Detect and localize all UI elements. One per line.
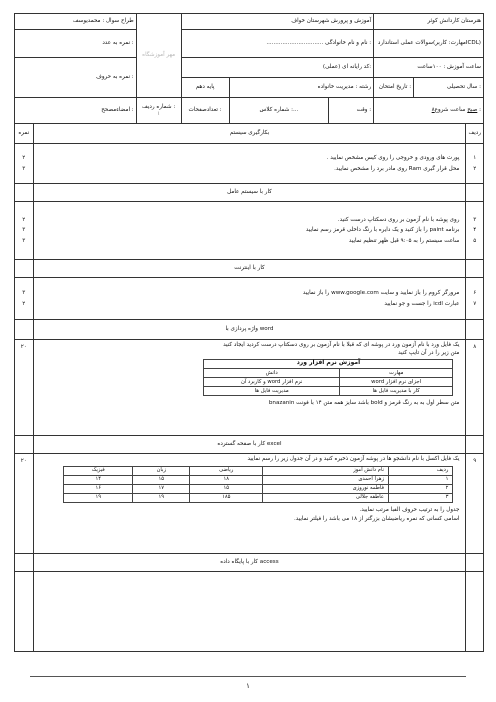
cell: ۱۹ (64, 494, 133, 503)
question-6: مرورگر کروم را باز نمایید و سایت www.google.com را باز نمایید (302, 290, 460, 297)
footer-divider (30, 676, 466, 677)
cell: ۱۵ (133, 476, 190, 485)
word-box-h-right: دانش (204, 368, 340, 377)
name-dots: ................................ (266, 40, 324, 47)
name-label: نام و نام خانوادگی : (325, 40, 372, 47)
start-time (374, 98, 484, 124)
score-q1: ۲ (22, 155, 26, 162)
section-excel: کار با صفحه گسترده excel (33, 436, 466, 454)
field: رشته : مدیریت خانواده (229, 78, 374, 98)
word-box-title: آموزش نرم افزار ورد (204, 359, 453, 368)
organization: آموزش و پرورش شهرستان خواف (181, 14, 374, 30)
score-q3: ۲ (22, 216, 26, 223)
q8-line2: متن زیر را در آن تایپ کنید (398, 350, 460, 357)
table-row (64, 476, 453, 485)
q9-line2: جدول را به ترتیب حروف الفبا مرتب نمایید. (359, 507, 460, 514)
section-internet: کار با اینترنت (33, 260, 466, 278)
score-q2: ۳ (22, 165, 26, 172)
cell: ۱۷ (133, 485, 190, 494)
score-header: نمره (15, 124, 34, 144)
question-8 (33, 340, 466, 436)
nums-q1-q2 (466, 144, 484, 184)
exam-header (14, 13, 484, 124)
num-q8: ۸ (466, 340, 484, 436)
q9-line3: اسامی کسانی که نمره ریاضیشان بزرگتر از ۱۸ می باشد را فیلتر نمایید. (293, 515, 460, 522)
question-7: عبارت icdl را جست و جو نمایید (384, 300, 460, 307)
scores-q1-q2 (15, 144, 34, 184)
section-access: کار با پایگاه داده access (33, 554, 466, 572)
excel-header-row (64, 467, 453, 476)
score-q6: ۳ (22, 290, 26, 297)
course-code: کد رایانه ای (عملی): (181, 58, 374, 78)
school-stamp: مهر آموزشگاه (136, 14, 181, 98)
cell: ۱۸ (190, 476, 263, 485)
question-1: پورت های ورودی و خروجی را روی کیس مشخص نمایید . (326, 155, 460, 162)
row-number-label: شماره ردیف : (142, 104, 176, 111)
num-q1: ۱ (473, 155, 477, 162)
cell: ۱۴ (64, 476, 133, 485)
excel-col-physics: فیزیک (64, 467, 133, 476)
q8-line1: یک فایل ورد با نام آزمون ورد در پوشه ای که قبلا با نام آزمون بر روی دسکتاپ درست کردید ایجاد کنید (223, 342, 460, 348)
word-content-table (203, 359, 453, 396)
scores-q6-q7 (15, 278, 34, 320)
score-q9: ۲۰ (15, 454, 34, 554)
num-q5: ۵ (473, 237, 477, 244)
page-count: تعدادصفحات : (181, 98, 229, 124)
section-word: واژه پردازی با word (33, 320, 466, 340)
question-2: محل قرار گیری Ram روی مادر برد را مشخص نمایید. (334, 165, 460, 172)
row-header: ردیف (466, 124, 484, 144)
cell: ۱۹ (133, 494, 190, 503)
cell: ۱۵ (190, 485, 263, 494)
score-q5: ۳ (22, 237, 26, 244)
cell: فاطمه نوروزی (263, 485, 389, 494)
exam-page (14, 13, 484, 688)
cell: ۳ (389, 494, 453, 503)
table-row (64, 485, 453, 494)
num-q3: ۳ (473, 216, 477, 223)
q8-line3: متن سطر اول به به رنگ قرمز و bold باشد سایز همه متن ۱۴ با فونت bnazanin (268, 399, 460, 406)
school-year-label: سال تحصیلی : (414, 78, 484, 98)
num-q7: ۷ (473, 300, 477, 307)
word-box-c2-right: مدیریت فایل ها (204, 386, 340, 395)
cell: عاطفه جلالی (263, 494, 389, 503)
num-q2: ۲ (473, 165, 477, 172)
question-9 (33, 454, 466, 554)
questions-q3-q5 (33, 202, 466, 260)
score-q8: ۲۰ (15, 340, 34, 436)
word-box-c1-left: اجزای نرم افزار word (339, 377, 453, 386)
cell: ۱۶ (64, 485, 133, 494)
class-number: شماره کلاس :... (229, 98, 329, 124)
designer: طراح سوال : محمدیوسف (15, 14, 137, 30)
cell: ۱ (389, 476, 453, 485)
questions-q1-q2 (33, 144, 466, 184)
row-number-cell (136, 98, 181, 124)
exam-date-label: تاریخ امتحان : (374, 78, 414, 98)
table-row (64, 494, 453, 503)
score-text-label: نمره به حروف : (15, 58, 137, 98)
page-number: ۱ (246, 682, 250, 690)
corrector-signature: امضاءمصحح : (15, 98, 137, 124)
score-q4: ۳ (22, 227, 26, 234)
school-name: هنرستان کاردانش کوثر (374, 14, 484, 30)
start-time-label: ساعت شروع : (434, 107, 481, 114)
student-name-field[interactable] (181, 30, 374, 58)
excel-col-row: ردیف (389, 467, 453, 476)
start-time-value: ۸صبح (431, 107, 478, 114)
score-q7: ۲ (22, 300, 26, 307)
row-number-value: ۱ (157, 110, 161, 117)
excel-student-table (63, 466, 453, 503)
num-q9: ۹ (466, 454, 484, 554)
word-box-h-left: مهارت (339, 368, 453, 377)
q9-line1: یک فایل اکسل با نام دانشجو ها در پوشه آزمون ذخیره کنید و در آن جدول زیر را رسم نمایید (247, 456, 460, 462)
question-5: ساعت سیستم را به ۹:۰۵ قبل ظهر تنظیم نمایید (348, 237, 460, 244)
num-q6: ۶ (473, 290, 477, 297)
question-4: برنامه paint را باز کنید و یک دایره با رنگ داخلی قرمز رسم نمایید (305, 227, 460, 234)
nums-q3-q5 (466, 202, 484, 260)
time-label: وقت : (329, 98, 374, 124)
grade: پایه دهم (181, 78, 229, 98)
question-3: روی پوشه با نام آزمون بر روی دسکتاپ درست کنید. (337, 216, 460, 223)
excel-col-math: ریاضی (190, 467, 263, 476)
empty-area (33, 572, 466, 652)
num-q4: ۴ (473, 227, 477, 234)
excel-col-name: نام دانش آموز (263, 467, 389, 476)
training-hours: ساعت آموزش : ۱۰۰ساعت (374, 58, 484, 78)
cell: زهرا احمدی (263, 476, 389, 485)
exam-title: سوالات عملی استاندارد(مهارت: کاربرICDL) (374, 30, 484, 58)
questions-table (14, 123, 484, 652)
cell: ۱۸۵ (190, 494, 263, 503)
nums-q6-q7 (466, 278, 484, 320)
section-os: کار با سیستم عامل (33, 184, 466, 202)
word-box-c2-left: کار با مدیریت فایل ها (339, 386, 453, 395)
scores-q3-q5 (15, 202, 34, 260)
section-system: بکارگیری سیستم (33, 124, 466, 144)
excel-col-lang: زبان (133, 467, 190, 476)
questions-q6-q7 (33, 278, 466, 320)
cell: ۲ (389, 485, 453, 494)
score-number-label: نمره به عدد : (15, 30, 137, 58)
word-box-c1-right: نرم افزار word و کاربرد آن (204, 377, 340, 386)
